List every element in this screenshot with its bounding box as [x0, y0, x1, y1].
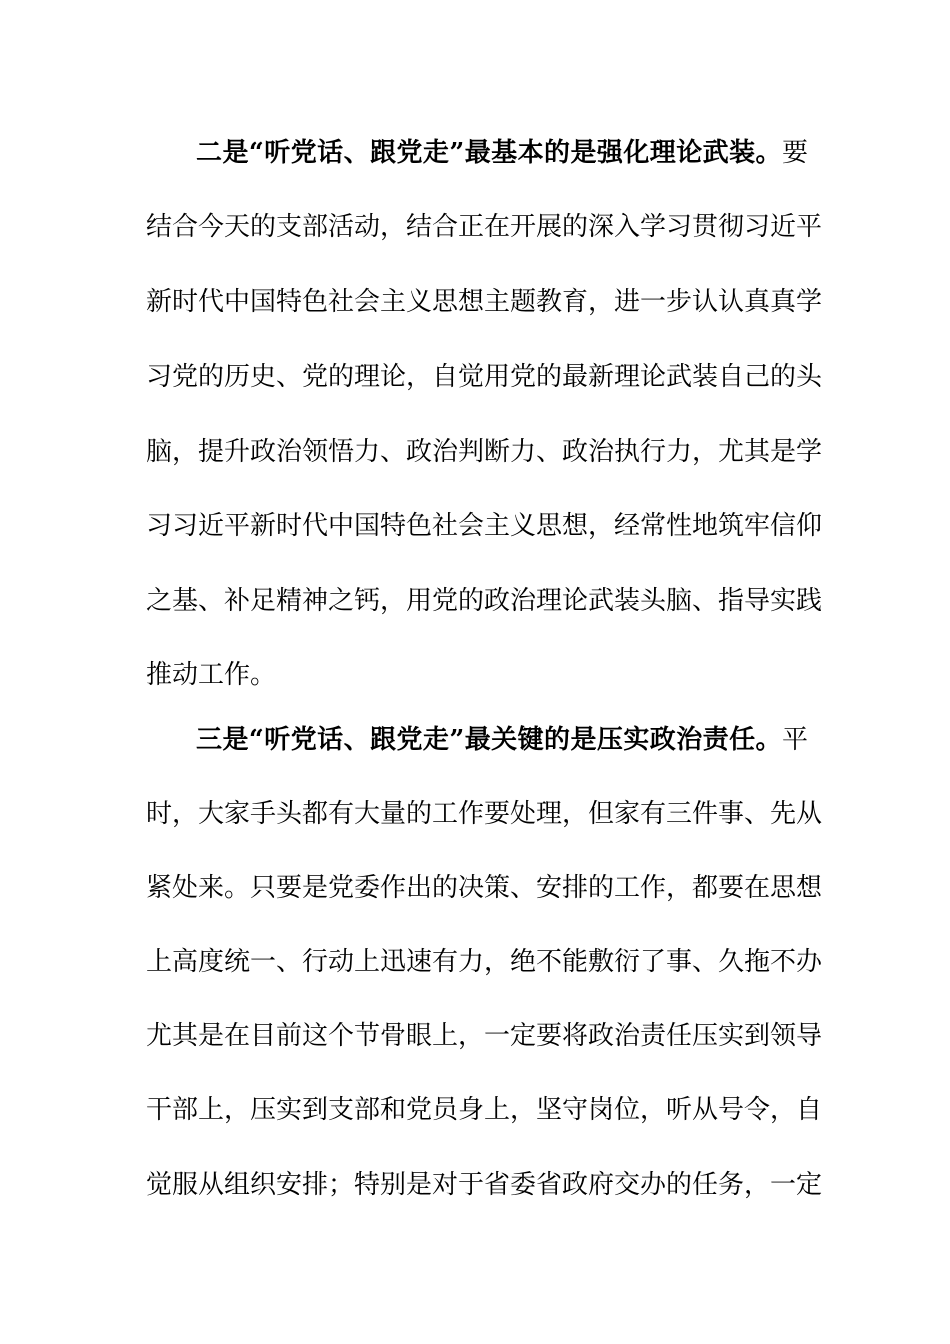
paragraph-1-line-2: 结合今天的支部活动，结合正在开展的深入学习贯彻习近平: [146, 212, 823, 242]
paragraph-1-line-5: 脑，提升政治领悟力、政治判断力、政治执行力，尤其是学: [146, 437, 823, 467]
paragraph-2-line-3: 紧处来。只要是党委作出的决策、安排的工作，都要在思想: [146, 873, 823, 903]
paragraph-2-line-6: 干部上，压实到支部和党员身上，坚守岗位，听从号令，自: [146, 1095, 823, 1125]
paragraph-2-text-start: 平: [781, 725, 808, 755]
paragraph-2-line-2: 时，大家手头都有大量的工作要处理，但家有三件事、先从: [146, 799, 823, 829]
paragraph-1-heading: 二是“听党话、跟党走”最基本的是强化理论武装。: [196, 138, 782, 168]
paragraph-1-line-6: 习习近平新时代中国特色社会主义思想，经常性地筑牢信仰: [146, 511, 823, 541]
paragraph-2-line-4: 上高度统一、行动上迅速有力，绝不能敷衍了事、久拖不办: [146, 947, 823, 977]
paragraph-2-heading: 三是“听党话、跟党走”最关键的是压实政治责任。: [196, 725, 782, 755]
paragraph-1-line-7: 之基、补足精神之钙，用党的政治理论武装头脑、指导实践: [146, 586, 823, 616]
paragraph-1-line-3: 新时代中国特色社会主义思想主题教育，进一步认认真真学: [146, 287, 823, 317]
paragraph-2-line-7: 觉服从组织安排；特别是对于省委省政府交办的任务，一定: [146, 1170, 823, 1200]
paragraph-1-line-4: 习党的历史、党的理论，自觉用党的最新理论武装自己的头: [146, 362, 823, 392]
paragraph-1-text-start: 要: [781, 138, 808, 168]
paragraph-2-line-5: 尤其是在目前这个节骨眼上，一定要将政治责任压实到领导: [146, 1021, 823, 1051]
paragraph-1-line-1: [196, 133, 808, 173]
paragraph-1-line-8: 推动工作。: [146, 660, 277, 690]
paragraph-2-line-1: [196, 720, 808, 760]
